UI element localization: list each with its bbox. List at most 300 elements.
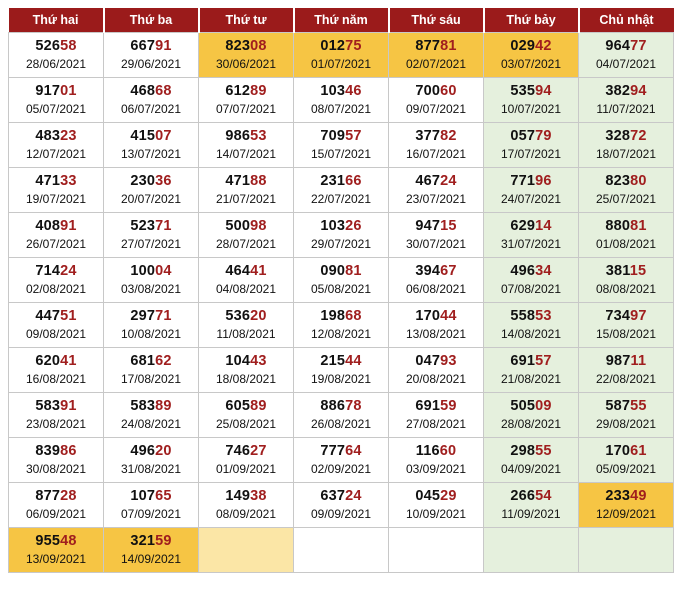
result-date: 24/08/2021: [120, 417, 182, 431]
result-date: 05/08/2021: [310, 282, 372, 296]
day-cell: [389, 438, 484, 483]
week-row: [9, 528, 674, 573]
result-number-head: 090: [320, 263, 346, 279]
day-cell: [199, 78, 294, 123]
result-date: 05/07/2021: [25, 102, 87, 116]
day-cell: [389, 33, 484, 78]
result-number-head: 496: [510, 263, 536, 279]
result-number-head: 667: [130, 38, 156, 54]
result-number: [199, 38, 293, 55]
day-cell: [484, 528, 579, 573]
result-number: [389, 398, 483, 415]
result-date: 03/08/2021: [120, 282, 182, 296]
result-number-tail: 60: [439, 443, 457, 459]
result-number-head: 681: [130, 353, 156, 369]
result-number-head: 107: [130, 488, 156, 504]
day-cell: [9, 483, 104, 528]
result-date: 17/07/2021: [500, 147, 562, 161]
result-number-head: 382: [605, 83, 631, 99]
day-cell: [199, 348, 294, 393]
day-cell: [484, 168, 579, 213]
result-number-head: 746: [225, 443, 251, 459]
result-number-tail: 20: [155, 443, 172, 459]
result-number: [9, 353, 103, 370]
result-date: 18/08/2021: [215, 372, 277, 386]
result-number-tail: 57: [345, 128, 362, 144]
result-date: 17/08/2021: [120, 372, 182, 386]
result-number-tail: 72: [630, 128, 647, 144]
day-cell: [484, 123, 579, 168]
result-date: 31/07/2021: [500, 237, 562, 251]
result-number-head: 964: [605, 38, 631, 54]
result-date: 11/08/2021: [216, 327, 276, 341]
result-number: [389, 488, 483, 505]
result-date: 06/08/2021: [405, 282, 467, 296]
result-number: [294, 83, 388, 100]
result-date: 20/08/2021: [405, 372, 467, 386]
day-cell: [579, 168, 674, 213]
day-cell: [294, 303, 389, 348]
result-number: [9, 263, 103, 280]
result-number: [199, 83, 293, 100]
result-number-head: 917: [35, 83, 61, 99]
result-date: 26/07/2021: [25, 237, 87, 251]
result-number-tail: 48: [60, 533, 77, 549]
result-number-head: 012: [320, 38, 346, 54]
result-number-head: 100: [130, 263, 156, 279]
result-date: 21/07/2021: [215, 192, 277, 206]
day-cell: [579, 258, 674, 303]
day-cell: [484, 33, 579, 78]
result-number-head: 523: [130, 218, 156, 234]
result-date: 12/07/2021: [25, 147, 87, 161]
result-number-head: 620: [35, 353, 61, 369]
result-number: [579, 308, 673, 325]
result-number-tail: 55: [535, 443, 552, 459]
result-number-tail: 24: [60, 263, 77, 279]
result-date: 01/07/2021: [310, 57, 372, 71]
day-cell: [579, 348, 674, 393]
result-number-tail: 34: [535, 263, 552, 279]
day-cell: [579, 393, 674, 438]
result-number-tail: 14: [535, 218, 552, 234]
result-date: 18/07/2021: [595, 147, 657, 161]
day-cell: [104, 258, 199, 303]
result-number-head: 483: [35, 128, 61, 144]
result-number: [9, 218, 103, 235]
result-number: [294, 488, 388, 505]
result-number-tail: 81: [345, 263, 362, 279]
result-number-tail: 20: [250, 308, 267, 324]
result-number-tail: 27: [250, 443, 267, 459]
result-date: 09/08/2021: [25, 327, 87, 341]
result-date: 15/08/2021: [595, 327, 657, 341]
result-number: [579, 398, 673, 415]
result-date: 29/08/2021: [595, 417, 657, 431]
result-number-tail: 88: [250, 173, 267, 189]
result-number-tail: 62: [155, 353, 172, 369]
result-date: 06/07/2021: [120, 102, 182, 116]
result-number-tail: 58: [60, 38, 77, 54]
result-date: 28/07/2021: [215, 237, 277, 251]
day-cell: [484, 78, 579, 123]
result-date: 02/09/2021: [310, 462, 372, 476]
week-row: [9, 78, 674, 123]
result-number-head: 734: [605, 308, 631, 324]
results-table: [8, 8, 674, 573]
result-number: [104, 488, 198, 505]
result-number-tail: 44: [345, 353, 362, 369]
result-number-head: 468: [130, 83, 156, 99]
result-number-head: 394: [415, 263, 441, 279]
day-cell: [104, 213, 199, 258]
result-date: 25/07/2021: [595, 192, 657, 206]
day-cell: [9, 33, 104, 78]
result-number-tail: 07: [155, 128, 172, 144]
result-number-tail: 51: [60, 308, 77, 324]
result-date: 12/09/2021: [595, 507, 657, 521]
result-number-head: 526: [35, 38, 61, 54]
result-number: [294, 218, 388, 235]
day-cell: [104, 123, 199, 168]
result-number-tail: 79: [535, 128, 552, 144]
result-date: 27/08/2021: [405, 417, 467, 431]
result-number-head: 029: [510, 38, 536, 54]
result-number: [294, 443, 388, 460]
day-cell: [199, 168, 294, 213]
week-row: [9, 258, 674, 303]
result-date: 10/08/2021: [120, 327, 182, 341]
result-number-head: 496: [130, 443, 156, 459]
result-number-head: 116: [415, 443, 440, 459]
day-cell: [9, 303, 104, 348]
result-number: [579, 38, 673, 55]
result-number-head: 886: [320, 398, 346, 414]
result-number-tail: 49: [630, 488, 647, 504]
result-number: [579, 353, 673, 370]
result-number-tail: 36: [155, 173, 172, 189]
header-thursday: Thứ năm: [294, 8, 389, 33]
result-number: [104, 308, 198, 325]
day-cell: [199, 528, 294, 573]
result-number-tail: 44: [440, 308, 457, 324]
result-date: 27/07/2021: [120, 237, 182, 251]
day-cell: [104, 168, 199, 213]
result-number-tail: 15: [629, 263, 647, 279]
result-number-tail: 24: [440, 173, 457, 189]
result-number: [484, 128, 578, 145]
result-date: 22/08/2021: [595, 372, 657, 386]
result-number-head: 230: [130, 173, 156, 189]
result-number-tail: 98: [250, 218, 267, 234]
result-number-tail: 97: [630, 308, 647, 324]
result-number-head: 467: [415, 173, 441, 189]
result-number-head: 297: [130, 308, 156, 324]
weekday-header-row: [9, 8, 674, 33]
result-date: 04/08/2021: [215, 282, 277, 296]
day-cell: [389, 123, 484, 168]
result-number-tail: 82: [440, 128, 457, 144]
result-number: [9, 533, 103, 550]
result-number-tail: 71: [155, 218, 172, 234]
result-number-head: 986: [225, 128, 251, 144]
result-number: [389, 353, 483, 370]
result-number-tail: 29: [440, 488, 457, 504]
result-number: [389, 443, 483, 460]
result-number-head: 266: [510, 488, 536, 504]
result-date: 16/07/2021: [405, 147, 467, 161]
day-cell: [104, 303, 199, 348]
result-number-head: 170: [415, 308, 441, 324]
day-cell: [484, 258, 579, 303]
result-number-tail: 57: [535, 353, 552, 369]
result-number-tail: 53: [535, 308, 552, 324]
result-number: [104, 263, 198, 280]
result-number: [104, 128, 198, 145]
result-number-head: 045: [415, 488, 441, 504]
result-number-tail: 41: [250, 263, 267, 279]
result-date: 10/07/2021: [500, 102, 562, 116]
result-number: [104, 83, 198, 100]
result-number-tail: 65: [155, 488, 172, 504]
result-number: [484, 38, 578, 55]
result-number: [579, 128, 673, 145]
result-number: [389, 173, 483, 190]
result-number-tail: 11: [630, 353, 647, 369]
result-number-head: 587: [605, 398, 631, 414]
result-number: [104, 533, 198, 550]
result-number: [104, 353, 198, 370]
result-date: 04/07/2021: [595, 57, 657, 71]
day-cell: [579, 33, 674, 78]
result-number-tail: 89: [250, 398, 267, 414]
result-date: 08/09/2021: [215, 507, 277, 521]
result-number: [104, 173, 198, 190]
result-number-head: 057: [510, 128, 536, 144]
result-number-tail: 55: [630, 398, 647, 414]
result-date: 31/08/2021: [120, 462, 182, 476]
day-cell: [294, 258, 389, 303]
result-date: 10/09/2021: [405, 507, 467, 521]
result-number-head: 987: [605, 353, 631, 369]
result-number-head: 877: [35, 488, 61, 504]
day-cell: [389, 78, 484, 123]
result-number: [104, 443, 198, 460]
result-number: [9, 398, 103, 415]
result-number: [199, 263, 293, 280]
result-number: [104, 218, 198, 235]
day-cell: [484, 483, 579, 528]
header-sunday: Chủ nhật: [579, 8, 674, 33]
result-date: 05/09/2021: [595, 462, 657, 476]
result-date: 09/07/2021: [405, 102, 467, 116]
result-date: 19/07/2021: [25, 192, 87, 206]
result-number: [9, 173, 103, 190]
result-number: [484, 83, 578, 100]
result-number-head: 612: [225, 83, 251, 99]
day-cell: [9, 438, 104, 483]
result-number: [294, 128, 388, 145]
result-date: 08/08/2021: [595, 282, 657, 296]
result-date: 06/09/2021: [25, 507, 87, 521]
result-number: [484, 443, 578, 460]
result-date: 30/06/2021: [215, 57, 277, 71]
day-cell: [9, 123, 104, 168]
day-cell: [389, 483, 484, 528]
day-cell: [294, 348, 389, 393]
result-number-tail: 86: [60, 443, 77, 459]
result-number: [199, 128, 293, 145]
result-number-tail: 23: [60, 128, 77, 144]
result-number: [389, 308, 483, 325]
day-cell: [389, 393, 484, 438]
day-cell: [104, 483, 199, 528]
result-number: [389, 38, 483, 55]
result-number-head: 839: [35, 443, 61, 459]
day-cell: [199, 213, 294, 258]
result-number: [9, 83, 103, 100]
result-number-tail: 81: [630, 218, 647, 234]
result-number: [9, 308, 103, 325]
result-number-head: 955: [35, 533, 61, 549]
result-number-head: 823: [225, 38, 251, 54]
result-number-tail: 61: [630, 443, 647, 459]
result-number-head: 170: [605, 443, 631, 459]
result-number: [389, 83, 483, 100]
day-cell: [199, 393, 294, 438]
result-date: 07/08/2021: [500, 282, 562, 296]
week-row: [9, 348, 674, 393]
result-date: 14/08/2021: [500, 327, 562, 341]
result-number-tail: 42: [535, 38, 552, 54]
result-number-tail: 89: [155, 398, 172, 414]
result-number-head: 558: [510, 308, 536, 324]
result-date: 28/08/2021: [500, 417, 562, 431]
result-number-tail: 68: [345, 308, 362, 324]
result-number-tail: 78: [345, 398, 362, 414]
result-number-tail: 91: [155, 38, 172, 54]
result-number-head: 103: [320, 83, 346, 99]
result-number: [389, 128, 483, 145]
result-number: [9, 443, 103, 460]
header-monday: Thứ hai: [9, 8, 104, 33]
result-date: 07/09/2021: [120, 507, 182, 521]
day-cell: [579, 303, 674, 348]
result-number-tail: 59: [440, 398, 457, 414]
result-number-tail: 81: [440, 38, 457, 54]
result-number-tail: 93: [440, 353, 457, 369]
header-saturday: Thứ bảy: [484, 8, 579, 33]
week-row: [9, 483, 674, 528]
result-date: 21/08/2021: [500, 372, 562, 386]
result-number: [9, 488, 103, 505]
result-date: 11/07/2021: [596, 102, 656, 116]
result-number-head: 198: [320, 308, 346, 324]
result-date: 04/09/2021: [500, 462, 562, 476]
week-row: [9, 33, 674, 78]
day-cell: [484, 438, 579, 483]
result-number: [579, 218, 673, 235]
day-cell: [9, 528, 104, 573]
result-number-head: 215: [320, 353, 346, 369]
result-number: [484, 218, 578, 235]
result-date: 03/07/2021: [500, 57, 562, 71]
result-number-tail: 67: [440, 263, 457, 279]
result-number: [484, 353, 578, 370]
day-cell: [389, 528, 484, 573]
result-date: 14/09/2021: [120, 552, 182, 566]
result-number-head: 104: [225, 353, 251, 369]
week-row: [9, 213, 674, 258]
result-number-head: 447: [35, 308, 61, 324]
result-number-tail: 04: [155, 263, 172, 279]
day-cell: [104, 348, 199, 393]
result-number-tail: 43: [250, 353, 267, 369]
week-row: [9, 123, 674, 168]
result-number-tail: 60: [440, 83, 457, 99]
header-friday: Thứ sáu: [389, 8, 484, 33]
result-number-tail: 53: [250, 128, 267, 144]
result-date: 29/07/2021: [310, 237, 372, 251]
result-date: 11/09/2021: [501, 507, 561, 521]
day-cell: [389, 213, 484, 258]
result-number-tail: 01: [60, 83, 77, 99]
day-cell: [9, 348, 104, 393]
result-number: [199, 488, 293, 505]
week-row: [9, 168, 674, 213]
result-number-tail: 94: [535, 83, 552, 99]
result-date: 02/08/2021: [25, 282, 87, 296]
day-cell: [389, 348, 484, 393]
result-number-tail: 71: [155, 308, 172, 324]
result-number-tail: 41: [60, 353, 77, 369]
result-number: [389, 218, 483, 235]
result-number-head: 233: [605, 488, 631, 504]
result-number: [294, 173, 388, 190]
result-date: 03/09/2021: [405, 462, 467, 476]
day-cell: [104, 33, 199, 78]
header-tuesday: Thứ ba: [104, 8, 199, 33]
result-number-head: 149: [225, 488, 251, 504]
day-cell: [199, 258, 294, 303]
result-number-tail: 68: [155, 83, 172, 99]
result-number: [9, 128, 103, 145]
day-cell: [579, 123, 674, 168]
result-number: [579, 83, 673, 100]
result-date: 19/08/2021: [310, 372, 372, 386]
day-cell: [294, 78, 389, 123]
result-number-head: 321: [130, 533, 156, 549]
result-date: 30/08/2021: [25, 462, 87, 476]
result-number-head: 535: [510, 83, 536, 99]
day-cell: [294, 393, 389, 438]
result-number: [199, 443, 293, 460]
day-cell: [199, 33, 294, 78]
result-number: [199, 173, 293, 190]
day-cell: [294, 213, 389, 258]
day-cell: [9, 258, 104, 303]
day-cell: [199, 303, 294, 348]
result-number-tail: 64: [345, 443, 362, 459]
result-date: 02/07/2021: [405, 57, 467, 71]
result-date: 16/08/2021: [25, 372, 87, 386]
result-number-tail: 89: [250, 83, 267, 99]
result-date: 20/07/2021: [120, 192, 182, 206]
result-number: [484, 308, 578, 325]
result-number-head: 471: [225, 173, 251, 189]
result-date: 12/08/2021: [310, 327, 372, 341]
result-date: 24/07/2021: [500, 192, 562, 206]
